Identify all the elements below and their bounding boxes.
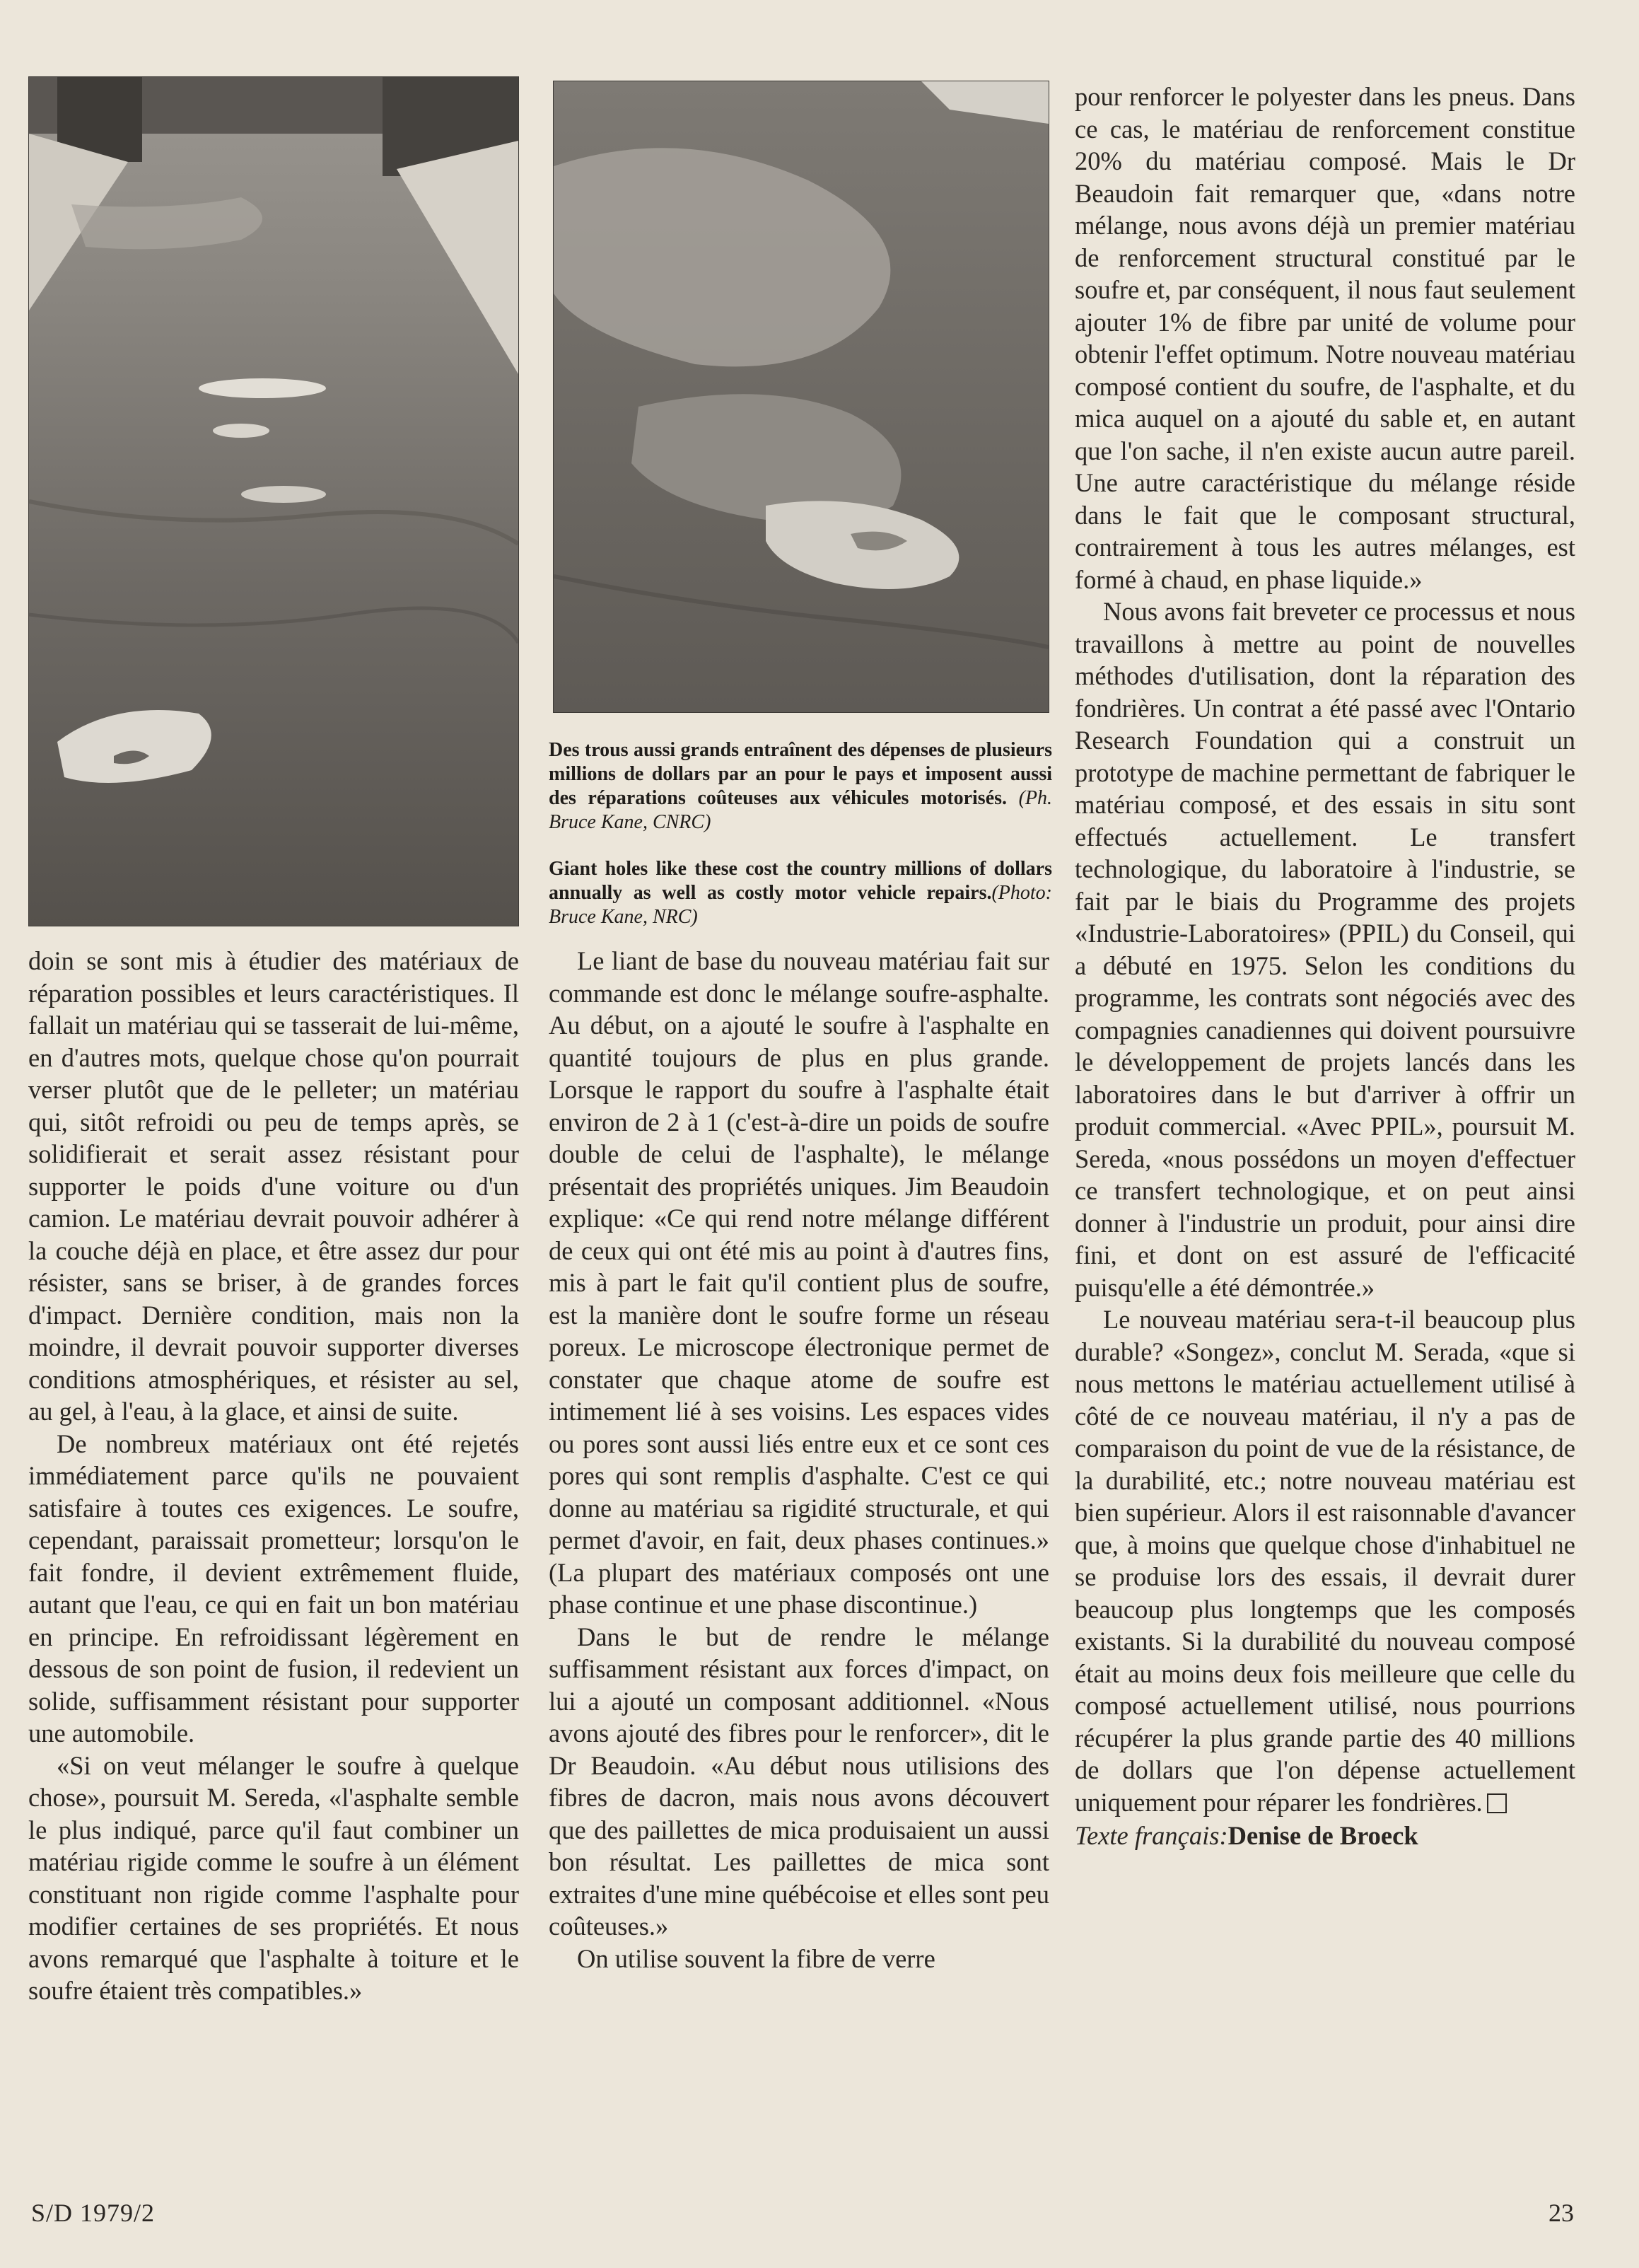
article-paragraph: On utilise souvent la fibre de verre — [577, 1943, 935, 1973]
photo-caption-french — [549, 738, 1052, 834]
article-paragraph: Le liant de base du nouveau matériau fait sur commande est donc le mélange soufre-asphalte. Au début, on a ajouté le soufre à l'asphalte en quantité toujours de plus en plus grande. Lorsque le rapport du soufre à l'asphalte était environ de 2 à 1 (c'est-à-dire un poids de soufre double de celui de l'asphalte), le mélange présentait des propriétés uniques. Jim Beaudoin explique: «Ce qui rend notre mélange différent de ceux qui ont été mis au point à d'autres fins, mis à part le fait qu'il contient plus de soufre, est la manière dont le soufre forme un réseau poreux. Le microscope électronique permet de constater que chaque atome de soufre est intimement lié à ses voisins. Les espaces vides ou pores sont aussi liés entre eux et ce sont ces pores qui sont remplis d'asphalte. C'est ce qui donne au matériau sa rigidité structurale, et qui permet d'avoir, en fait, deux phases continues.» (La plupart des matériaux composés ont une phase continue et une phase discontinue.) — [549, 946, 1049, 1619]
article-paragraph: doin se sont mis à étudier des matériaux de réparation possibles et leurs caractéristiques. Il fallait un matériau qui se tasserait de lui-même, en d'autres mots, quelque chose qu'on pourrait verser plutôt que de le pelleter; un matériau qui, sitôt refroidi ou peu de temps après, se solidifierait et serait assez résistant pour supporter le poids d'une voiture ou d'un camion. Le matériau devrait pouvoir adhérer à la couche déjà en place, et être assez dur pour résister, sans se briser, à de grandes forces d'impact. Dernière condition, mais non la moindre, il devrait pouvoir supporter diverses conditions atmosphériques, et résister au sel, au gel, à l'eau, à la glace, et ainsi de suite. — [28, 946, 519, 1426]
pothole-closeup-photo — [553, 81, 1049, 713]
caption-english-text: Giant holes like these cost the country millions of dollars annually as well as costly motor vehicle repairs. — [549, 858, 1052, 904]
end-of-article-icon — [1487, 1793, 1507, 1813]
article-paragraph: Dans le but de rendre le mélange suffisamment résistant aux forces d'impact, on lui a ajouté un composant additionnel. «Nous avons ajouté des fibres pour le renforcer», dit le Dr Beaudoin. «Au début nous utilisions des fibres de dacron, mais nous avons découvert que des paillettes de mica produisaient un aussi bon résultat. Les paillettes de mica sont extraites d'une mine québécoise et elles sont peu coûteuses.» — [549, 1622, 1049, 1941]
article-paragraph: Nous avons fait breveter ce processus et nous travaillons à mettre au point de nouvelles méthodes d'utilisation, dont la réparation des fondrières. Un contrat a été passé avec l'Ontario Research Foundation qui a construit un prototype de machine permettant de fabriquer le matériau composé, et des essais in situ sont effectués actuellement. Le transfert technologique, du laboratoire à l'industrie, se fait par le biais du Programme des projets «Industrie-Laboratoires» (PPIL) du Conseil, qui a débuté en 1975. Selon les conditions du programme, les contrats sont négociés avec des compagnies canadiennes qui doivent poursuivre le développement de projets lancés dans les laboratoires dans le but d'arriver à offrir un produit commercial. «Avec PPIL», poursuit M. Sereda, «nous possédons un moyen d'effectuer ce transfert technologique, et on peut ainsi donner à l'industrie un produit, pour ainsi dire fini, et dont on est assuré de l'efficacité puisqu'elle a été démontrée.» — [1075, 597, 1575, 1302]
translation-credit — [1075, 1820, 1575, 1852]
photo-caption-english — [549, 857, 1052, 929]
article-paragraph-text: Le nouveau matériau sera-t-il beaucoup plus durable? «Songez», conclut M. Serada, «que si nous mettons le matériau actuellement utilisé à côté de ce nouveau matériau, il n'y a pas de comparaison du point de vue de la résistance, de la durabilité, etc.; notre nouveau matériau est bien supérieur. Alors il est raisonnable d'avancer que, à moins que quelque chose d'inhabituel ne se produise lors des essais, il devrait durer beaucoup plus longtemps que les composés existants. Si la durabilité du nouveau composé était au moins deux fois meilleure que celle du composé actuellement utilisé, nous pourrions récupérer la plus grande partie des 40 millions de dollars que l'on dépense actuellement uniquement pour réparer les fondrières. — [1075, 1305, 1575, 1817]
article-paragraph: pour renforcer le polyester dans les pneus. Dans ce cas, le matériau de renforcement constitue 20% du matériau composé. Mais le Dr Beaudoin fait remarquer que, «dans notre mélange, nous avons déjà un premier matériau de renforcement structural constitué par le soufre et, par conséquent, il nous faut seulement ajouter 1% de fibre par unité de volume pour obtenir l'effet optimum. Notre nouveau matériau composé contient du soufre, de l'asphalte, et du mica auquel on a ajouté du sable et, en autant que l'on sache, il n'en existe aucun autre pareil. Une autre caractéristique du mélange réside dans le fait que le composant structural, contrairement à tous les autres mélanges, est formé à chaud, en phase liquide.» — [1075, 82, 1575, 594]
pothole-street-image — [29, 77, 518, 926]
article-column-middle — [549, 945, 1049, 1975]
caption-french-text: Des trous aussi grands entraînent des dépenses de plusieurs millions de dollars par an pour le pays et imposent aussi des réparations coûteuses aux véhicules motorisés. — [549, 739, 1052, 809]
article-column-left — [28, 945, 519, 2007]
pothole-street-photo — [28, 76, 519, 926]
translation-credit-label: Texte français: — [1075, 1821, 1228, 1850]
article-paragraph-last — [1075, 1303, 1575, 1818]
issue-label: S/D 1979/2 — [31, 2199, 156, 2227]
caption-french-credit: (Ph. Bruce Kane, CNRC) — [549, 787, 1052, 833]
article-paragraph: «Si on veut mélanger le soufre à quelque chose», poursuit M. Sereda, «l'asphalte semble le plus indiqué, parce qu'il faut combiner un matériau rigide comme le soufre à un élément constituant non rigide comme l'asphalte pour modifier certaines de ses propriétés. Et nous avons remarqué que l'asphalte à toiture et le soufre étaient très compatibles.» — [28, 1750, 519, 2005]
article-column-right — [1075, 81, 1575, 1852]
translation-credit-name: Denise de Broeck — [1227, 1821, 1418, 1850]
article-paragraph: De nombreux matériaux ont été rejetés immédiatement parce qu'ils ne pouvaient satisfaire à toutes ces exigences. Le soufre, cependant, paraissait prometteur; lorsqu'on le fait fondre, il devient extrêmement fluide, autant que l'eau, ce qui en fait un bon matériau en principe. En refroidissant légèrement en dessous de son point de fusion, il redevient un solide, suffisamment résistant pour supporter une automobile. — [28, 1429, 519, 1747]
pothole-closeup-image — [554, 81, 1049, 712]
page-number: 23 — [1548, 2199, 1574, 2227]
caption-english-credit: (Photo: Bruce Kane, NRC) — [549, 882, 1052, 928]
